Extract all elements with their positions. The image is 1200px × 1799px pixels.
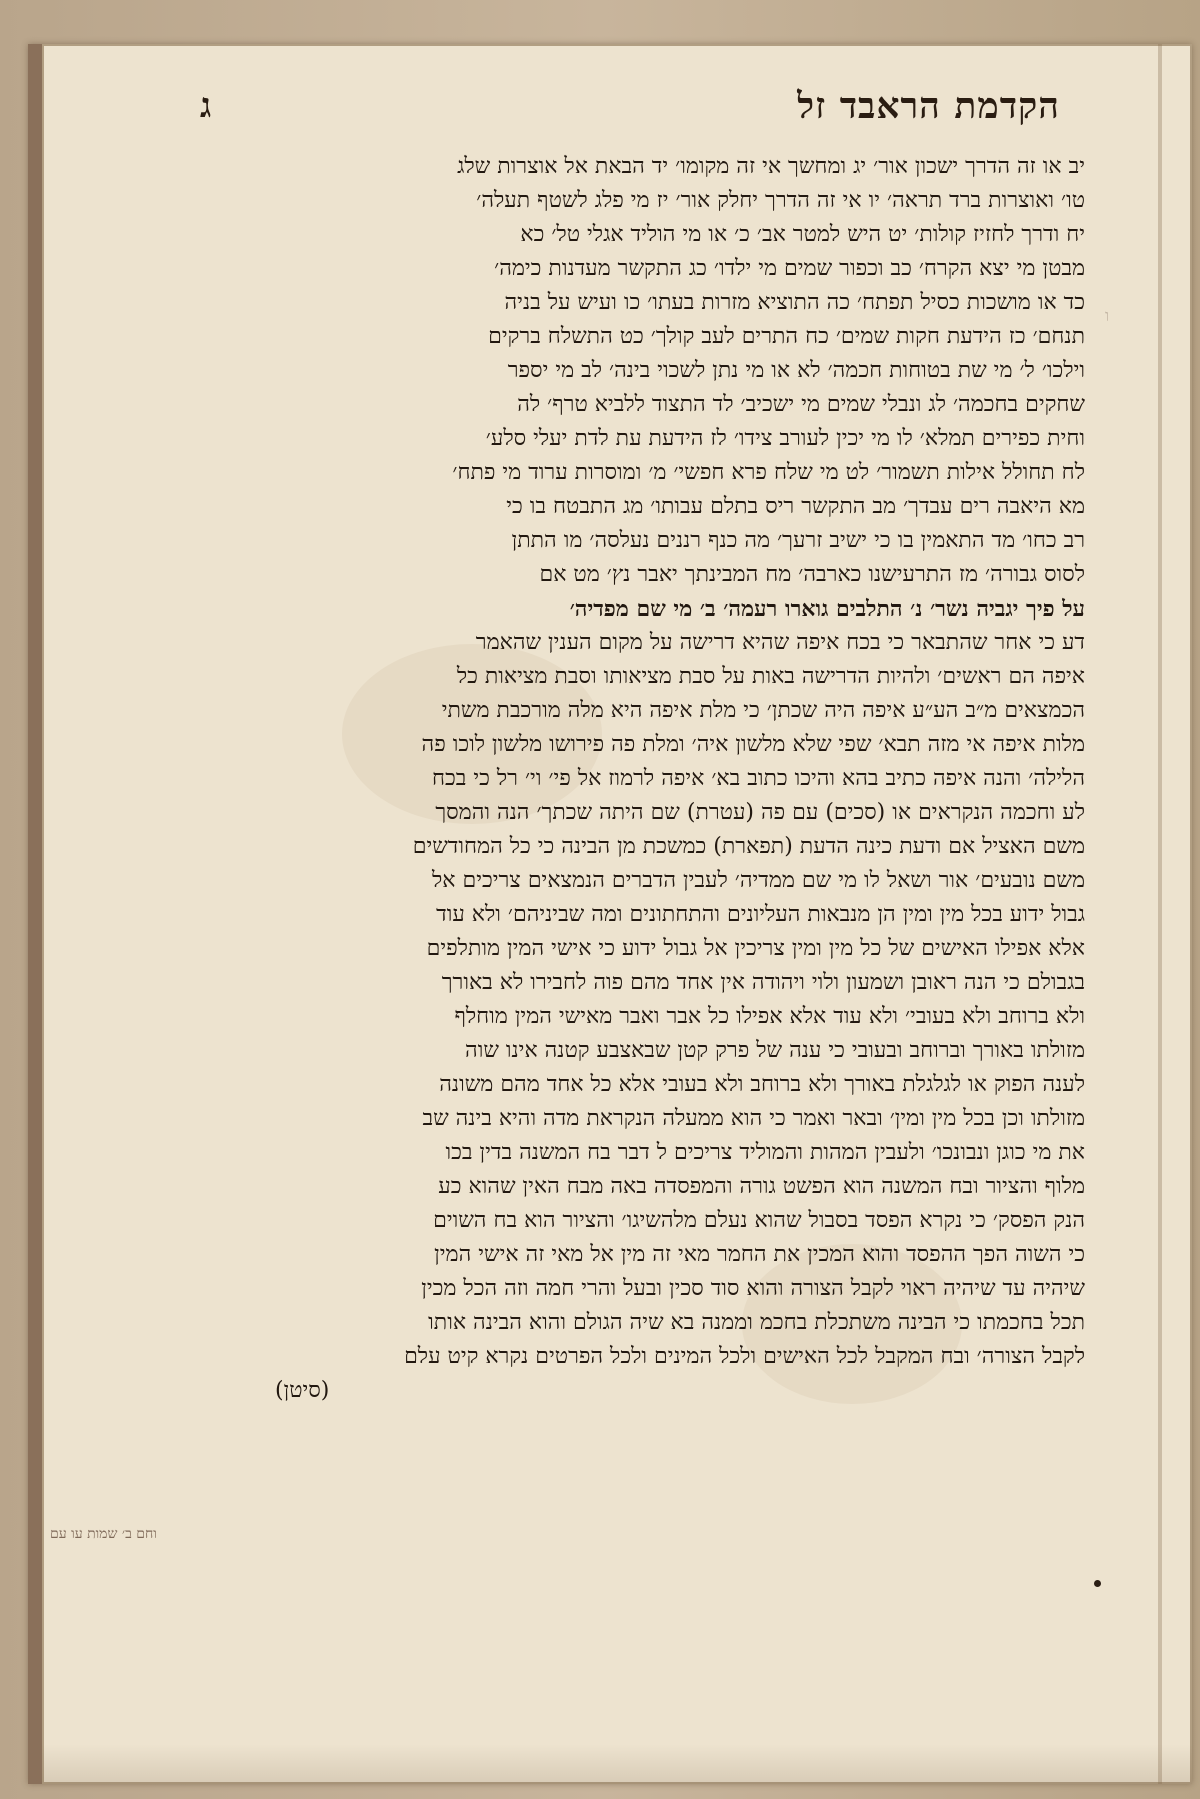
- text-line: לענה הפוק או לגלגלת באורך ולא ברוחב ולא בעובי אלא כל אחד מהם משונה: [439, 1072, 1085, 1097]
- text-line: רב כחו׳ מד התאמין בו כי ישיב זרעך׳ מה כנף רננים נעלסה׳ מו התתן: [511, 528, 1085, 553]
- page-number: ג: [200, 86, 212, 126]
- text-line: מזולתו וכן בכל מין ומין׳ ובאר ואמר כי הוא ממעלה הנקראת מדה והיא בינה שב: [422, 1106, 1085, 1131]
- text-line: מבטן מי יצא הקרח׳ כב וכפור שמים מי ילדו׳ כג התקשר מעדנות כימה׳: [494, 256, 1085, 281]
- text-line: לקבל הצורה׳ ובח המקבל לכל האישים ולכל המינים ולכל הפרטים נקרא קיט עלם: [404, 1344, 1085, 1369]
- main-text: [195, 150, 1085, 1408]
- text-line: תכל בחכמתו כי הבינה משתכלת בחכמ וממנה בא שיה הגולם והוא הבינה אותו: [428, 1310, 1085, 1335]
- text-line: הלילה׳ והנה איפה כתיב בהא והיכו כתוב בא׳ איפה לרמוז אל פי׳ וי׳ רל כי בכח: [432, 766, 1085, 791]
- text-line: בגבולם כי הנה ראובן ושמעון ולוי ויהודה אין אחד מהם פוה לחבירו לא באורך: [441, 970, 1085, 995]
- text-line: אלא אפילו האישים של כל מין ומין צריכין אל גבול ידוע כי אישי המין מותלפים: [426, 936, 1085, 961]
- text-line: ולא ברוחב ולא בעובי׳ ולא עוד אלא אפילו כל אבר ואבר מאישי המין מוחלף: [454, 1004, 1085, 1029]
- catchword: (סיטן): [275, 1378, 330, 1403]
- margin-annotation-top: ו: [1105, 306, 1110, 325]
- text-line: משם נובעים׳ אור ושאל לו מי שם ממדיה׳ לעבין הדברים הנמצאים צריכים אל: [432, 868, 1085, 893]
- text-line: איפה הם ראשים׳ ולהיות הדרישה באות על סבת מציאותו וסבת מציאות כל: [456, 664, 1085, 689]
- text-line: דע כי אחר שהתבאר כי בכח איפה שהיא דרישה על מקום הענין שהאמר: [475, 630, 1085, 655]
- running-header: [200, 76, 1060, 136]
- running-title: הקדמת הראבד זל: [797, 85, 1060, 127]
- margin-dot: [1094, 1580, 1101, 1587]
- text-line: מלות איפה אי מזה תבא׳ שפי שלא מלשון איה׳ ומלת פה פירושו מלשון לוכו פה: [421, 732, 1085, 757]
- text-line: וילכו׳ ל׳ מי שת בטוחות חכמה׳ לא או מי נתן לשכוי בינה׳ לב מי יספר: [507, 358, 1085, 383]
- text-line: על פיך יגביה נשר׳ נ׳ התלבים גוארו רעמה׳ ב׳ מי שם מפדיה׳: [569, 596, 1085, 622]
- text-line: מלוף והציור ובח המשנה הוא הפשט גורה והמפסדה באה מבח האין שהוא כע: [438, 1174, 1085, 1199]
- margin-annotation: וחם ב׳ שמות עו עם: [50, 1526, 157, 1542]
- text-line: מא היאבה רים עבדך׳ מב התקשר ריס בתלם עבותו׳ מג התבטח בו כי: [506, 494, 1085, 519]
- text-line: הנק הפסק׳ כי נקרא הפסד בסבול שהוא נעלם מלהשיגו׳ והציור הוא בח השוים: [433, 1208, 1085, 1233]
- text-line: לח תחולל אילות תשמור׳ לט מי שלח פרא חפשי׳ מ׳ ומוסרות ערוד מי פתח׳: [452, 460, 1085, 485]
- text-line: את מי כוגן ונבונכו׳ ולעבין המהות והמוליד צריכים ל דבר בח המשנה בדין בכו: [445, 1140, 1085, 1165]
- text-line: גבול ידוע בכל מין ומין הן מנבאות העליונים והתחתונים ומה שביניהם׳ ולא עוד: [436, 902, 1085, 927]
- text-line: שחקים בחכמה׳ לג ונבלי שמים מי ישכיב׳ לד התצוד ללביא טרף׳ לה: [517, 392, 1085, 417]
- text-line: טו׳ ואוצרות ברד תראה׳ יו אי זה הדרך יחלק אור׳ יז מי פלג לשטף תעלה׳: [476, 188, 1085, 213]
- text-line: מזולתו באורך וברוחב ובעובי כי ענה של פרק קטן שבאצבע קטנה אינו שוה: [465, 1038, 1085, 1063]
- text-line: כד או מושכות כסיל תפתח׳ כה התוציא מזרות בעתו׳ כו ועיש על בניה: [504, 290, 1085, 315]
- text-line: משם האציל אם ודעת כינה הדעת (תפארת) כמשכת מן הבינה כי כל המחודשים: [412, 834, 1085, 859]
- text-line: לע וחכמה הנקראים או (סכים) עם פה (עטרת) שם היתה שכתך׳ הנה והמסך: [435, 800, 1085, 825]
- text-line: כי השוה הפך ההפסד והוא המכין את החמר מאי זה מין אל מאי זה אישי המין: [434, 1242, 1085, 1267]
- text-line: לסוס גבורה׳ מז התרעישנו כארבה׳ מח המבינתך יאבר נץ׳ מט אם: [539, 562, 1085, 587]
- text-line: שיהיה עד שיהיה ראוי לקבל הצורה והוא סוד סכין ובעל והרי חמה וזה הכל מכין: [421, 1276, 1085, 1301]
- text-line: יב או זה הדרך ישכון אור׳ יג ומחשך אי זה מקומו׳ יד הבאת אל אוצרות שלג: [457, 154, 1085, 179]
- text-line: תנחם׳ כז הידעת חקות שמים׳ כח התרים לעב קולך׳ כט התשלח ברקים: [488, 324, 1085, 349]
- text-line: וחית כפירים תמלא׳ לו מי יכין לעורב צידו׳ לז הידעת עת לדת יעלי סלע׳: [485, 426, 1085, 451]
- text-line: יח ודרך לחזיז קולות׳ יט היש למטר אב׳ כ׳ או מי הוליד אגלי טל׳ כא: [520, 222, 1085, 247]
- text-line: הכמצאים מ״ב הע״ע איפה היה שכתן׳ כי מלת איפה היא מלה מורכבת משתי: [441, 698, 1085, 723]
